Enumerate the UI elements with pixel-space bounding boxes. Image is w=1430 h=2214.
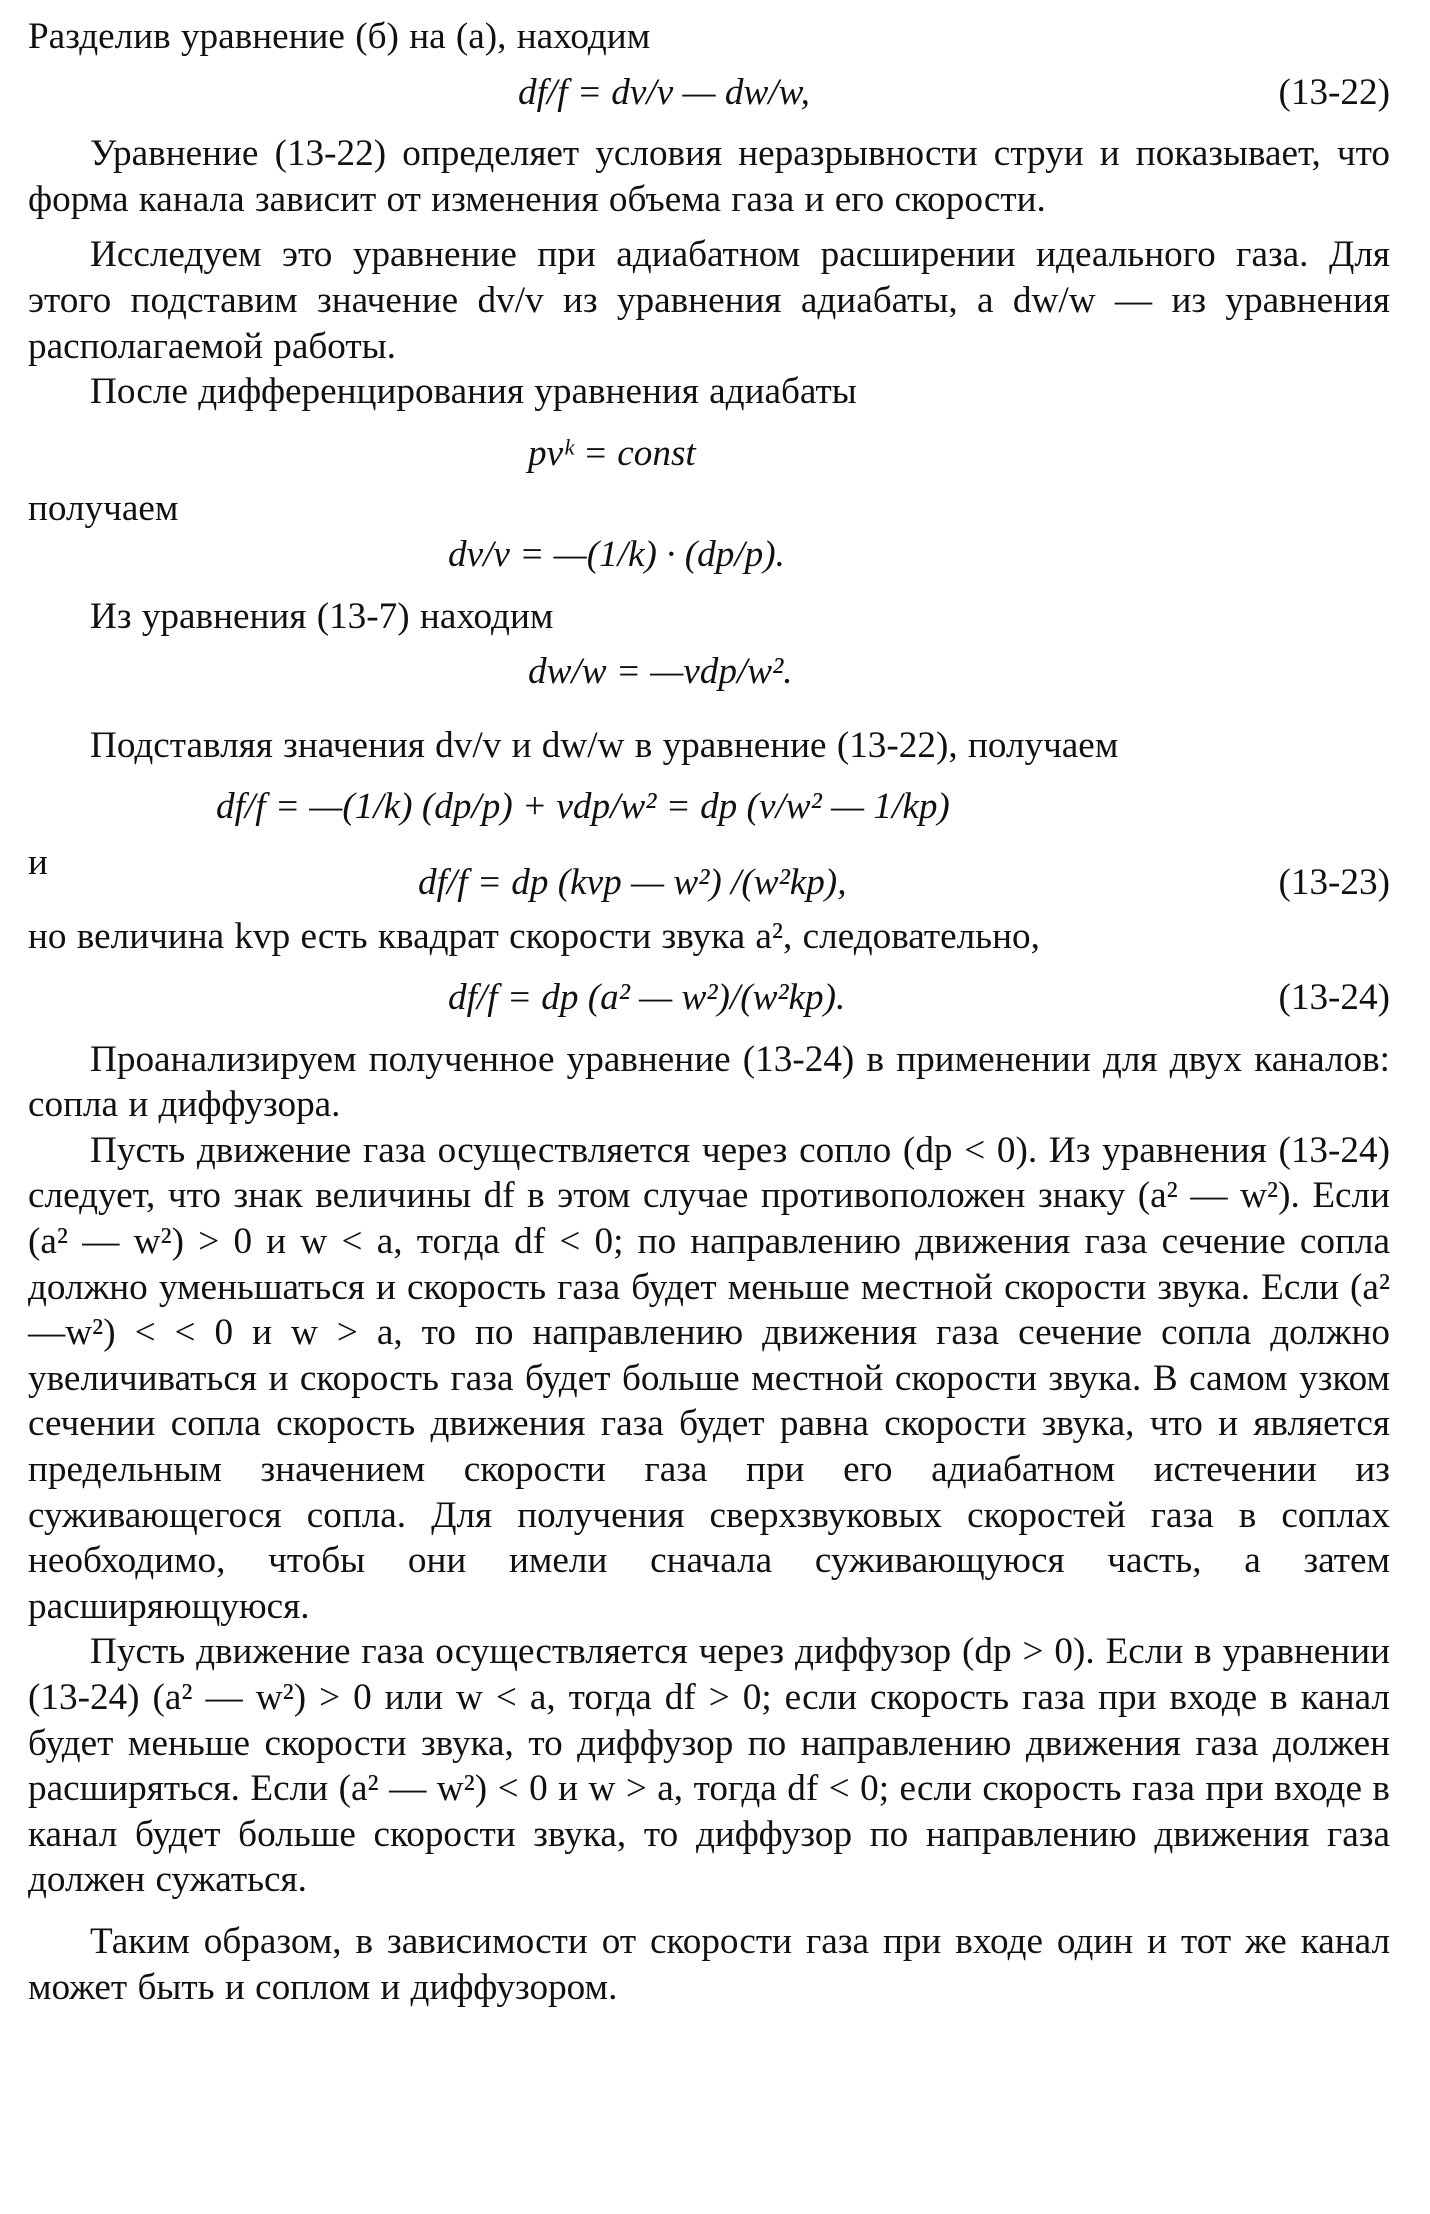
equation-substitution <box>28 784 1390 830</box>
conjunction-and: и <box>28 841 48 883</box>
paragraph-nozzle: Пусть движение газа осуществляется через сопло (dp < 0). Из уравнения (13-24) следует, что знак величины df в этом случае противоположен знаку (a² — w²). Если (a² — w²) > 0 и w < a, тогда df < 0; по направлению движения газа сечение сопла должно уменьшаться и скорость газа будет меньше местной скорости звука. Если (a²—w²) < < 0 и w > a, то по направлению движения газа сечение сопла должно увеличиваться и скорость газа будет больше местной скорости звука. В самом узком сечении сопла скорость движения газа будет равна скорости звука, что и является предельным значением скорости газа при его адиабатном истечении из суживающегося сопла. Для получения сверхзвуковых скоростей газа в соплах необходимо, чтобы они имели сначала суживающуюся часть, а затем расширяющуюся. <box>28 1129 1390 1627</box>
equation-dv-v <box>28 532 1390 578</box>
paragraph-substitute: Подставляя значения dv/v и dw/w в уравнение (13-22), получаем <box>90 724 1119 766</box>
paragraph-diffuser: Пусть движение газа осуществляется через диффузор (dp > 0). Если в уравнении (13-24) (a² — w²) > 0 или w < a, тогда df > 0; если скорость газа при входе в канал будет меньше скорости звука, то диффузор по направлению движения газа должен расширяться. Если (a² — w²) < 0 и w > a, тогда df < 0; если скорость газа при входе в канал будет больше скорости звука, то диффузор по направлению движения газа должен сужаться. <box>28 1631 1390 1901</box>
paragraph-adiabatic: Исследуем это уравнение при адиабатном расширении идеального газа. Для этого подставим значение dv/v из уравнения адиабаты, а dw/w — из уравнения располагаемой работы. <box>28 234 1390 367</box>
paragraph-analysis: Проанализируем полученное уравнение (13-24) в применении для двух каналов: сопла и диффузора. <box>28 1038 1390 1126</box>
paragraph-obtain: получаем <box>28 488 179 530</box>
equation-adiabat-formula: pvᵏ = const <box>528 432 696 474</box>
equation-13-24-number: (13-24) <box>1278 977 1390 1019</box>
equation-substitution-formula: df/f = —(1/k) (dp/p) + vdp/w² = dp (v/w² — 1/kp) <box>216 786 950 828</box>
equation-dv-v-formula: dv/v = —(1/k) · (dp/p). <box>448 533 785 575</box>
paragraph-from-13-7: Из уравнения (13-7) находим <box>90 595 554 637</box>
equation-13-23-number: (13-23) <box>1278 861 1390 903</box>
equation-13-24-formula: df/f = dp (a² — w²)/(w²kp). <box>448 977 846 1019</box>
equation-13-22-formula: df/f = dv/v — dw/w, <box>518 71 810 113</box>
paragraph-conclusion: Таким образом, в зависимости от скорости газа при входе один и тот же канал может быть и соплом и диффузором. <box>28 1920 1390 2008</box>
equation-13-22-number: (13-22) <box>1278 71 1390 113</box>
paragraph-continuity: Уравнение (13-22) определяет условия неразрывности струи и показывает, что форма канала зависит от изменения объема газа и его скорости. <box>28 133 1390 220</box>
equation-13-23-formula: df/f = dp (kvp — w²) /(w²kp), <box>418 861 847 903</box>
equation-13-22 <box>28 70 1390 116</box>
equation-13-23 <box>28 840 1390 903</box>
equation-adiabat <box>28 431 1390 477</box>
document-page <box>28 0 1390 2010</box>
paragraph-sound-speed: но величина kvp есть квадрат скорости звука a², следовательно, <box>28 915 1040 957</box>
paragraph-intro: Разделив уравнение (б) на (а), находим <box>28 16 651 57</box>
equation-13-24 <box>28 975 1390 1021</box>
equation-dw-w-formula: dw/w = —vdp/w². <box>528 651 793 693</box>
paragraph-differentiation: После дифференцирования уравнения адиабаты <box>90 371 857 413</box>
equation-dw-w <box>28 649 1390 695</box>
